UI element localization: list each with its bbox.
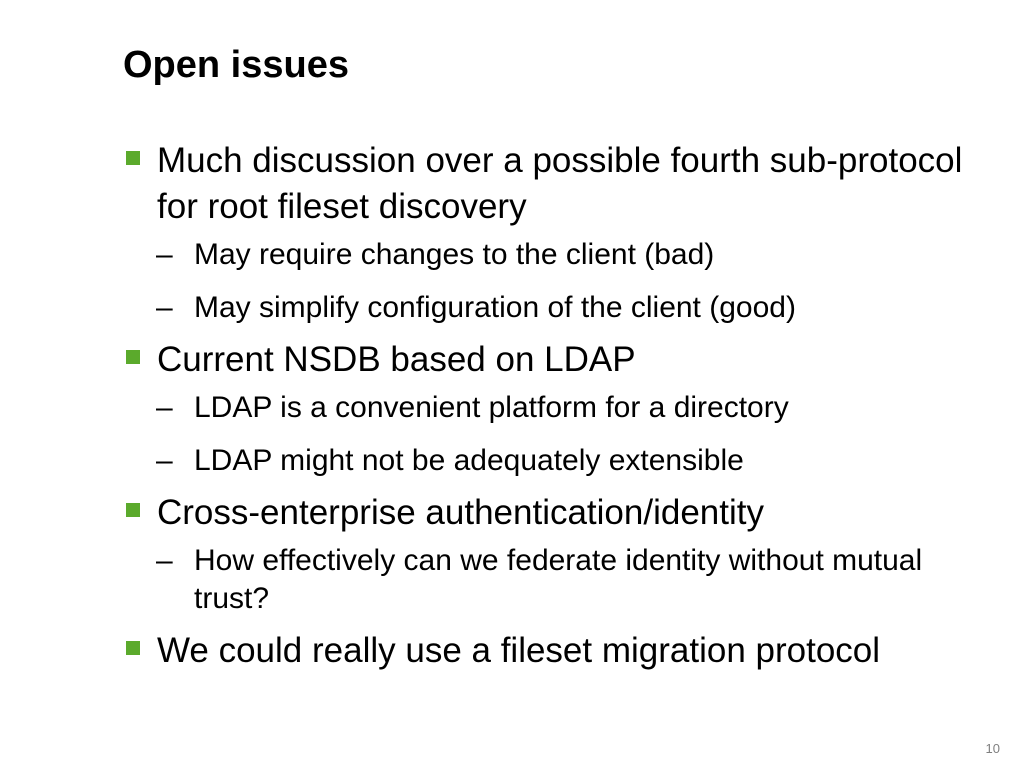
sub-bullet-item [123,236,1003,274]
dash-icon: – [156,238,173,271]
bullet-item [123,337,1003,383]
bullet-item [123,138,1003,230]
dash-icon: – [156,291,173,324]
bullet-square-icon [126,350,140,364]
bullet-text: Much discussion over a possible fourth sub-protocol for root fileset discovery [157,141,963,226]
sub-bullet-item [123,442,1003,480]
sub-bullet-item [123,289,1003,327]
bullet-text: We could really use a fileset migration protocol [157,631,881,670]
bullet-text: Current NSDB based on LDAP [157,340,636,379]
bullet-list [123,138,1003,674]
dash-icon: – [156,544,173,577]
sub-bullet-item [123,542,1003,618]
sub-bullet-item [123,389,1003,427]
bullet-square-icon [126,503,140,517]
bullet-square-icon [126,641,140,655]
sub-bullet-text: LDAP is a convenient platform for a directory [194,391,789,424]
dash-icon: – [156,444,173,477]
bullet-item [123,628,1003,674]
dash-icon: – [156,391,173,424]
sub-bullet-text: How effectively can we federate identity without mutual trust? [194,544,923,615]
sub-bullet-text: May simplify configuration of the client (good) [194,291,796,324]
page-number: 10 [985,741,1000,756]
slide-title: Open issues [123,44,349,86]
bullet-item [123,490,1003,536]
bullet-square-icon [126,151,140,165]
sub-bullet-text: LDAP might not be adequately extensible [194,444,744,477]
sub-bullet-text: May require changes to the client (bad) [194,238,715,271]
bullet-text: Cross-enterprise authentication/identity [157,493,764,532]
